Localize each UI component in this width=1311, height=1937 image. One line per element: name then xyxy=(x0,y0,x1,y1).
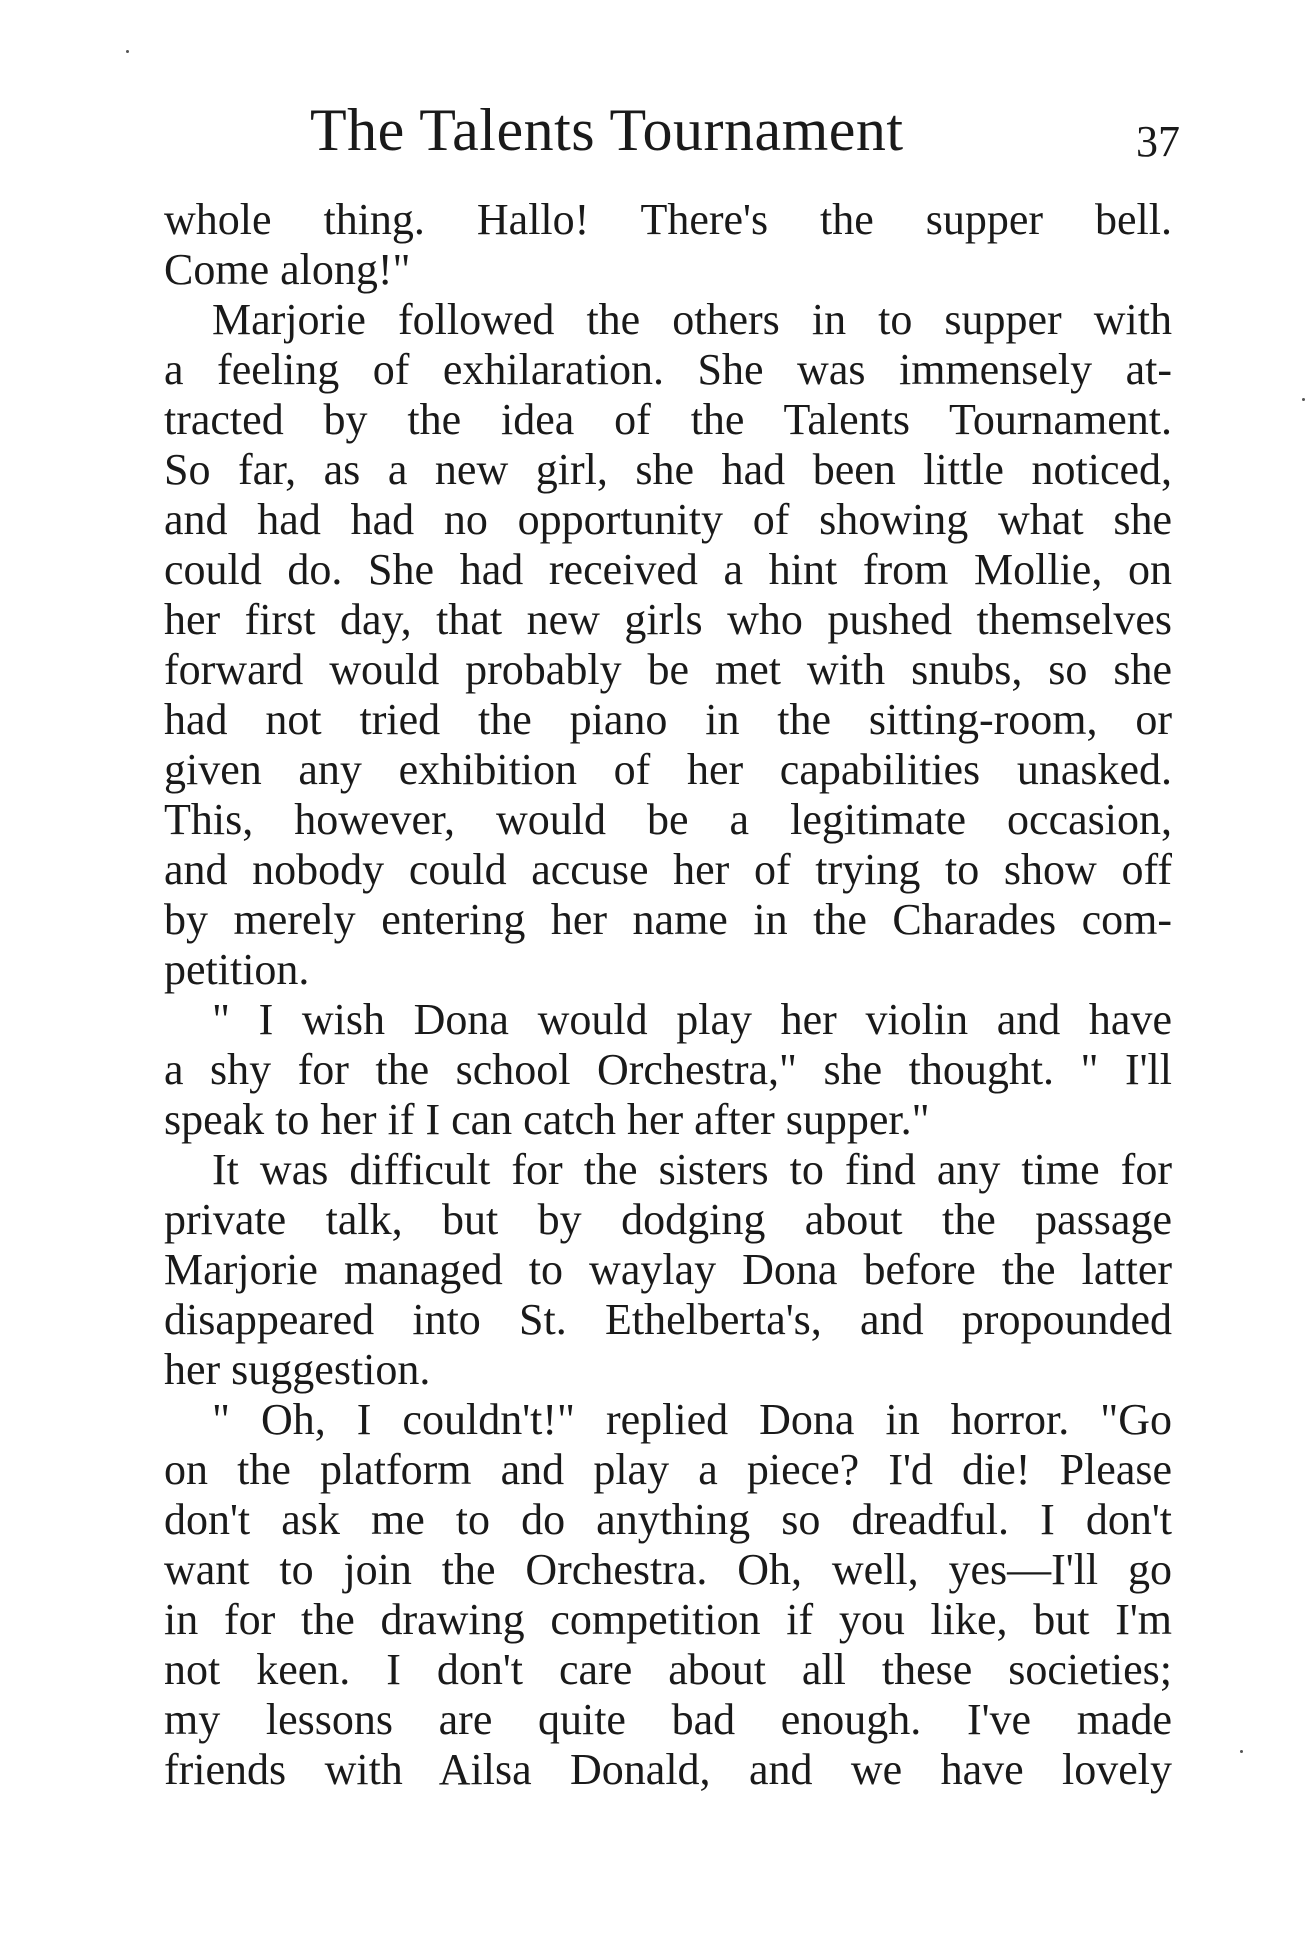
text-line: want to join the Orchestra. Oh, well, yes—I'll go xyxy=(164,1545,1172,1594)
paragraph-first-line: Marjorie followed the others in to supper with xyxy=(212,295,1172,344)
paragraph-first-line: It was difficult for the sisters to find any time for xyxy=(212,1145,1172,1194)
text-line: Come along!" xyxy=(164,245,411,294)
text-line: and nobody could accuse her of trying to show off xyxy=(164,845,1172,894)
text-line: given any exhibition of her capabilities unasked. xyxy=(164,745,1172,794)
text-line: on the platform and play a piece? I'd die! Please xyxy=(164,1445,1172,1494)
scan-speck xyxy=(1240,1750,1243,1753)
text-line: Marjorie managed to waylay Dona before the latter xyxy=(164,1245,1172,1294)
text-line: This, however, would be a legitimate occasion, xyxy=(164,795,1172,844)
text-line: tracted by the idea of the Talents Tournament. xyxy=(164,395,1172,444)
text-line: don't ask me to do anything so dreadful. I don't xyxy=(164,1495,1172,1544)
text-line: my lessons are quite bad enough. I've made xyxy=(164,1695,1172,1744)
text-line: a feeling of exhilaration. She was immensely at- xyxy=(164,345,1172,394)
text-line: and had had no opportunity of showing what she xyxy=(164,495,1172,544)
paragraph-first-line: " Oh, I couldn't!" replied Dona in horror. "Go xyxy=(212,1395,1172,1444)
paragraph-first-line: " I wish Dona would play her violin and have xyxy=(212,995,1172,1044)
body-text xyxy=(164,195,1172,1795)
text-line: her first day, that new girls who pushed themselves xyxy=(164,595,1172,644)
page-number: 37 xyxy=(1136,117,1180,166)
text-line: by merely entering her name in the Charades com- xyxy=(164,895,1172,944)
text-line: private talk, but by dodging about the passage xyxy=(164,1195,1172,1244)
running-title: The Talents Tournament xyxy=(310,97,904,163)
text-line: had not tried the piano in the sitting-room, or xyxy=(164,695,1172,744)
running-header xyxy=(160,90,1180,170)
scan-speck xyxy=(126,50,129,53)
text-line: in for the drawing competition if you like, but I'm xyxy=(164,1595,1172,1644)
text-line: friends with Ailsa Donald, and we have lovely xyxy=(164,1745,1172,1794)
text-line: forward would probably be met with snubs, so she xyxy=(164,645,1172,694)
text-line: petition. xyxy=(164,945,310,994)
text-line: not keen. I don't care about all these societies; xyxy=(164,1645,1172,1694)
text-line: speak to her if I can catch her after supper." xyxy=(164,1095,930,1144)
scan-speck xyxy=(1302,398,1305,401)
text-line: So far, as a new girl, she had been little noticed, xyxy=(164,445,1172,494)
text-line: whole thing. Hallo! There's the supper bell. xyxy=(164,195,1172,244)
text-line: a shy for the school Orchestra," she thought. " I'll xyxy=(164,1045,1172,1094)
text-line: disappeared into St. Ethelberta's, and propounded xyxy=(164,1295,1172,1344)
text-line: her suggestion. xyxy=(164,1345,431,1394)
text-line: could do. She had received a hint from Mollie, on xyxy=(164,545,1172,594)
